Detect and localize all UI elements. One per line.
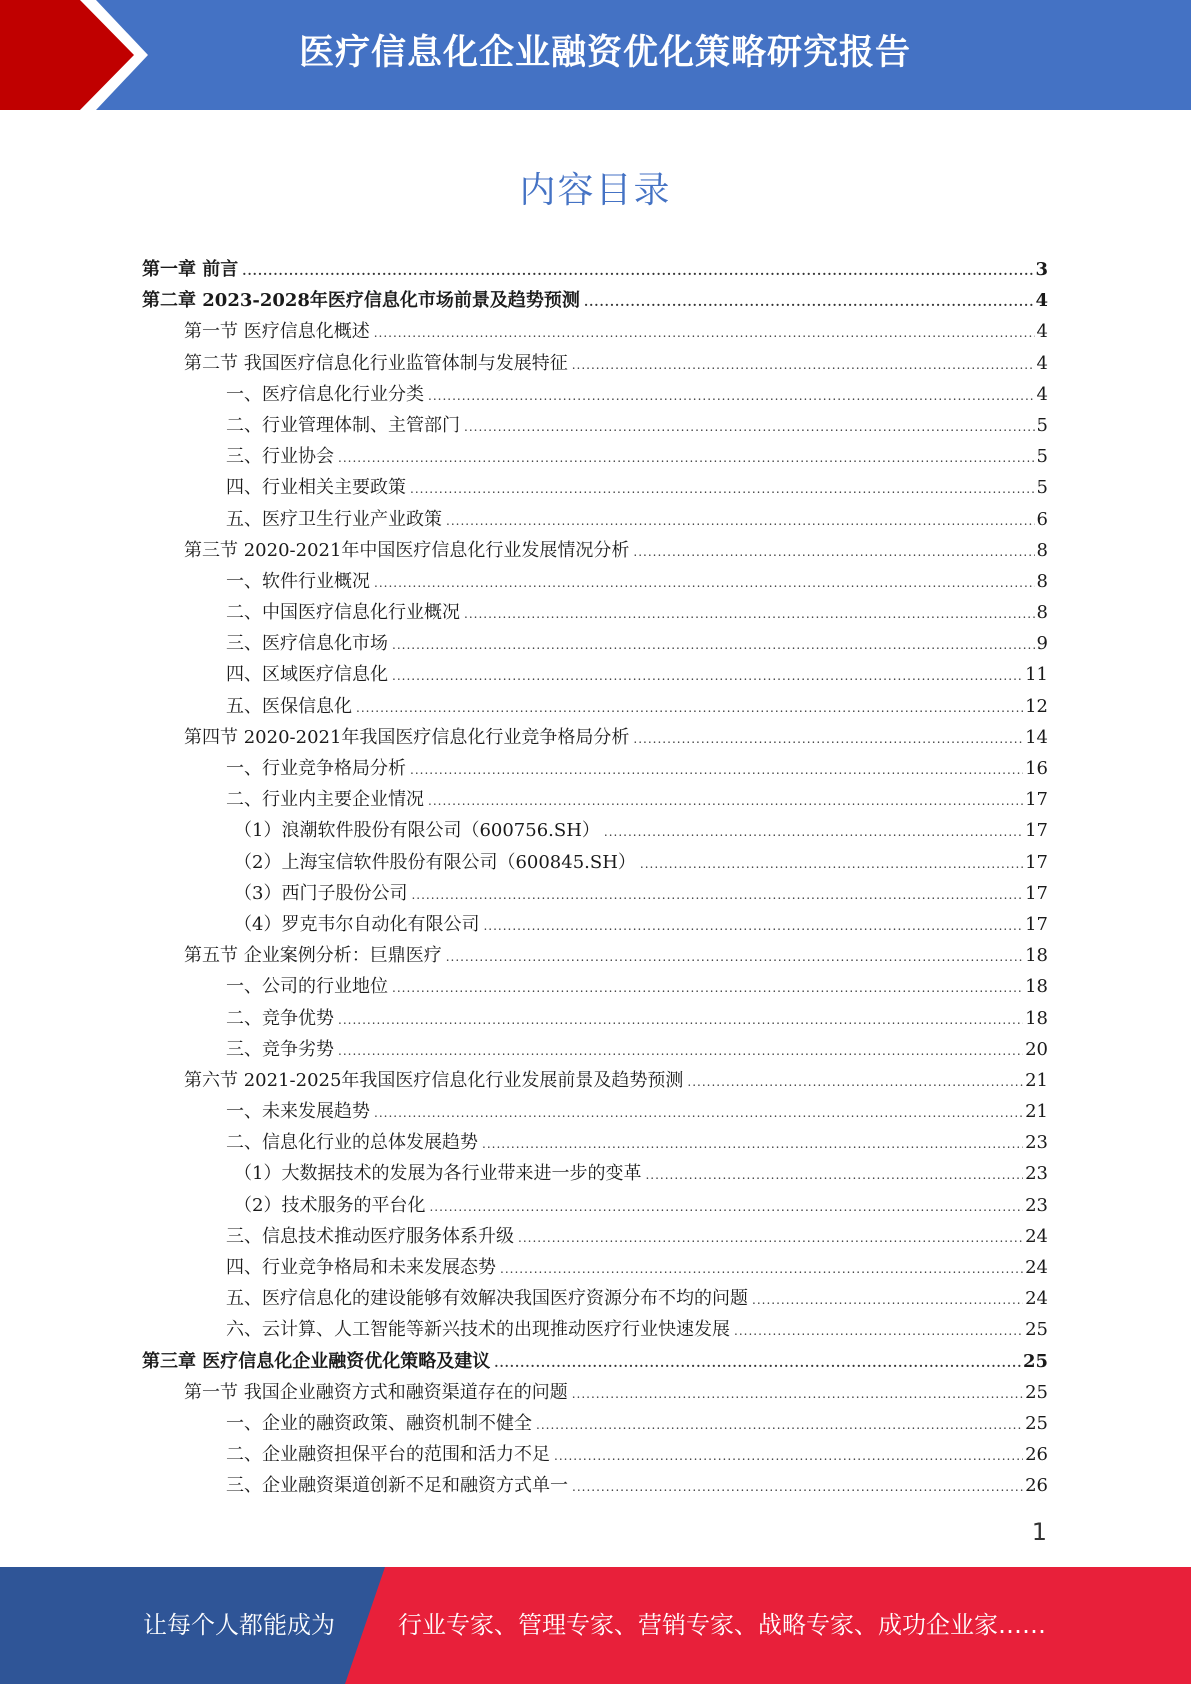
toc-dot-leader xyxy=(584,287,1034,318)
toc-entry-page: 21 xyxy=(1025,1069,1048,1091)
toc-entry-page: 4 xyxy=(1036,321,1048,343)
toc-entry-title: 四、行业相关主要政策 xyxy=(226,477,406,499)
toc-entry-page: 9 xyxy=(1036,633,1048,655)
toc-dot-leader xyxy=(410,474,1035,505)
toc-entry-title: 五、医疗信息化的建设能够有效解决我国医疗资源分布不均的问题 xyxy=(226,1288,748,1310)
toc-entry[interactable] xyxy=(142,691,1048,722)
toc-entry[interactable] xyxy=(142,535,1048,566)
toc-entry-title: 一、公司的行业地位 xyxy=(226,976,388,998)
toc-entry[interactable] xyxy=(142,410,1048,441)
toc-entry[interactable] xyxy=(142,285,1048,316)
toc-entry[interactable] xyxy=(142,1096,1048,1127)
toc-dot-leader xyxy=(338,443,1035,474)
toc-dot-leader xyxy=(428,381,1035,412)
toc-dot-leader xyxy=(242,256,1033,287)
toc-title: 内容目录 xyxy=(519,170,672,211)
toc-entry-title: 一、企业的融资政策、融资机制不健全 xyxy=(226,1412,532,1434)
toc-dot-leader xyxy=(338,1005,1023,1036)
toc-entry-title: 二、企业融资担保平台的范围和活力不足 xyxy=(226,1444,550,1466)
toc-entry[interactable] xyxy=(142,566,1048,597)
toc-dot-leader xyxy=(482,1129,1023,1160)
toc-dot-leader xyxy=(428,786,1023,817)
toc-dot-leader xyxy=(734,1316,1023,1347)
toc-entry-title: 第一章 前言 xyxy=(142,259,239,280)
toc-entry-page: 18 xyxy=(1025,976,1048,998)
toc-entry-page: 8 xyxy=(1036,602,1048,624)
toc-entry-page: 6 xyxy=(1036,508,1048,530)
toc-entry[interactable] xyxy=(142,1346,1048,1377)
toc-dot-leader xyxy=(645,1160,1023,1191)
toc-entry-page: 17 xyxy=(1025,851,1048,873)
toc-entry-page: 14 xyxy=(1025,726,1048,748)
toc-entry-title: （1）大数据技术的发展为各行业带来进一步的变革 xyxy=(234,1163,642,1185)
toc-entry[interactable] xyxy=(142,909,1048,940)
toc-entry-title: 第三章 医疗信息化企业融资优化策略及建议 xyxy=(142,1350,491,1372)
toc-entry-page: 11 xyxy=(1025,664,1048,686)
toc-entry[interactable] xyxy=(142,348,1048,379)
toc-entry[interactable] xyxy=(142,254,1048,285)
toc-entry[interactable] xyxy=(142,784,1048,815)
toc-entry-page: 5 xyxy=(1036,414,1048,436)
report-title: 医疗信息化企业融资优化策略研究报告 xyxy=(298,33,911,73)
toc-entry[interactable] xyxy=(142,1190,1048,1221)
toc-entry-page: 17 xyxy=(1025,789,1048,811)
toc-entry-title: 三、企业融资渠道创新不足和融资方式单一 xyxy=(226,1475,568,1497)
toc-entry-title: （2）技术服务的平台化 xyxy=(234,1194,426,1216)
toc-entry-title: 三、医疗信息化市场 xyxy=(226,633,388,655)
toc-entry-page: 21 xyxy=(1025,1101,1048,1123)
toc-dot-leader xyxy=(411,880,1023,911)
toc-entry-page: 25 xyxy=(1025,1319,1048,1341)
toc-entry[interactable] xyxy=(142,1408,1048,1439)
toc-entry-title: 二、行业内主要企业情况 xyxy=(226,789,424,811)
toc-dot-leader xyxy=(429,1192,1023,1223)
toc-entry-title: 三、竞争劣势 xyxy=(226,1038,334,1060)
toc-entry[interactable] xyxy=(142,753,1048,784)
toc-entry-page: 17 xyxy=(1025,913,1048,935)
toc-entry-page: 23 xyxy=(1025,1194,1048,1216)
toc-dot-leader xyxy=(494,1348,1021,1379)
toc-entry[interactable] xyxy=(142,1283,1048,1314)
toc-entry-page: 4 xyxy=(1035,290,1048,312)
toc-entry-title: 三、行业协会 xyxy=(226,446,334,468)
toc-entry-page: 5 xyxy=(1036,446,1048,468)
toc-dot-leader xyxy=(518,1223,1023,1254)
toc-entry-title: 一、医疗信息化行业分类 xyxy=(226,383,424,405)
toc-dot-leader xyxy=(633,537,1034,568)
toc-dot-leader xyxy=(338,1036,1023,1067)
toc-dot-leader xyxy=(554,1441,1023,1472)
toc-entry-title: 一、软件行业概况 xyxy=(226,570,370,592)
toc-entry-page: 4 xyxy=(1036,383,1048,405)
toc-entry-page: 25 xyxy=(1025,1412,1048,1434)
toc-entry-page: 3 xyxy=(1035,259,1048,280)
toc-entry-title: 四、区域医疗信息化 xyxy=(226,664,388,686)
toc-entry-title: 第三节 2020-2021年中国医疗信息化行业发展情况分析 xyxy=(184,539,630,561)
header-banner xyxy=(0,0,1191,110)
toc-entry[interactable] xyxy=(142,1034,1048,1065)
toc-entry[interactable] xyxy=(142,940,1048,971)
toc-entry-page: 17 xyxy=(1025,882,1048,904)
toc-entry[interactable] xyxy=(142,1470,1048,1501)
toc-dot-leader xyxy=(752,1285,1023,1316)
toc-entry[interactable] xyxy=(142,472,1048,503)
toc-entry[interactable] xyxy=(142,659,1048,690)
toc-entry-page: 16 xyxy=(1025,758,1048,779)
toc-entry[interactable] xyxy=(142,1439,1048,1470)
toc-entry[interactable] xyxy=(142,1065,1048,1096)
toc-entry[interactable] xyxy=(142,379,1048,410)
toc-entry[interactable] xyxy=(142,1158,1048,1189)
toc-entry-title: 四、行业竞争格局和未来发展态势 xyxy=(226,1257,496,1278)
toc-entry-title: 二、竞争优势 xyxy=(226,1007,334,1029)
header-red-arrow xyxy=(0,0,148,110)
toc-entry-title: 三、信息技术推动医疗服务体系升级 xyxy=(226,1225,514,1247)
toc-entry-title: 六、云计算、人工智能等新兴技术的出现推动医疗行业快速发展 xyxy=(226,1319,730,1341)
toc-entry-title: 第五节 企业案例分析：巨鼎医疗 xyxy=(184,945,442,967)
toc-dot-leader xyxy=(464,412,1035,443)
toc-dot-leader xyxy=(392,973,1023,1004)
toc-entry[interactable] xyxy=(142,1314,1048,1345)
toc-entry-page: 26 xyxy=(1025,1475,1048,1497)
toc-entry-page: 18 xyxy=(1025,1007,1048,1029)
footer-slogan-roles: 行业专家、管理专家、营销专家、战略专家、成功企业家…… xyxy=(398,1611,1046,1639)
toc-entry[interactable] xyxy=(142,628,1048,659)
toc-dot-leader xyxy=(572,1379,1023,1410)
toc-entry-title: 二、行业管理体制、主管部门 xyxy=(226,414,460,436)
toc-entry-title: 第四节 2020-2021年我国医疗信息化行业竞争格局分析 xyxy=(184,726,630,748)
toc-dot-leader xyxy=(446,942,1023,973)
toc-entry-title: （2）上海宝信软件股份有限公司（600845.SH） xyxy=(234,851,636,873)
toc-entry-page: 26 xyxy=(1025,1444,1048,1466)
toc-entry-title: 一、行业竞争格局分析 xyxy=(226,758,406,779)
toc-entry[interactable] xyxy=(142,316,1048,347)
toc-entry-title: 第六节 2021-2025年我国医疗信息化行业发展前景及趋势预测 xyxy=(184,1069,684,1091)
toc-entry-page: 20 xyxy=(1025,1038,1048,1060)
toc-entry-title: 二、中国医疗信息化行业概况 xyxy=(226,602,460,624)
toc-entry-title: 五、医疗卫生行业产业政策 xyxy=(226,508,442,530)
toc-dot-leader xyxy=(464,599,1035,630)
toc-dot-leader xyxy=(633,724,1023,755)
toc-entry-title: （3）西门子股份公司 xyxy=(234,882,408,904)
toc-entry-page: 25 xyxy=(1025,1381,1048,1403)
toc-entry-page: 5 xyxy=(1036,477,1048,499)
toc-entry-title: 第一节 医疗信息化概述 xyxy=(184,321,370,343)
toc-entry-title: 二、信息化行业的总体发展趋势 xyxy=(226,1132,478,1154)
toc-dot-leader xyxy=(374,1098,1023,1129)
toc-entry[interactable] xyxy=(142,1221,1048,1252)
footer-banner xyxy=(0,1567,1191,1684)
toc-entry-page: 23 xyxy=(1025,1163,1048,1185)
toc-entry[interactable] xyxy=(142,722,1048,753)
toc-dot-leader xyxy=(572,350,1035,381)
toc-dot-leader xyxy=(640,849,1023,880)
toc-dot-leader xyxy=(536,1410,1023,1441)
toc-entry-page: 12 xyxy=(1025,695,1048,717)
toc-entry-page: 8 xyxy=(1036,539,1048,561)
toc-entry[interactable] xyxy=(142,971,1048,1002)
toc-entry[interactable] xyxy=(142,597,1048,628)
toc-entry[interactable] xyxy=(142,441,1048,472)
toc-dot-leader xyxy=(446,506,1035,537)
toc-entry-page: 23 xyxy=(1025,1132,1048,1154)
toc-dot-leader xyxy=(392,630,1035,661)
toc-dot-leader xyxy=(500,1254,1023,1285)
page-number: 1 xyxy=(1031,1518,1047,1546)
toc-entry-page: 24 xyxy=(1025,1225,1048,1247)
toc-dot-leader xyxy=(572,1472,1023,1503)
toc-dot-leader xyxy=(410,755,1023,786)
toc-entry-page: 18 xyxy=(1025,945,1048,967)
toc-entry-page: 8 xyxy=(1036,570,1048,592)
toc-entry[interactable] xyxy=(142,878,1048,909)
toc-dot-leader xyxy=(374,318,1035,349)
toc-entry[interactable] xyxy=(142,504,1048,535)
toc-dot-leader xyxy=(604,817,1023,848)
toc-entry[interactable] xyxy=(142,1127,1048,1158)
toc-entry-page: 4 xyxy=(1036,352,1048,374)
toc-entry[interactable] xyxy=(142,1252,1048,1283)
toc-entry[interactable] xyxy=(142,1377,1048,1408)
toc-entry-title: 第二节 我国医疗信息化行业监管体制与发展特征 xyxy=(184,352,568,374)
toc-entry[interactable] xyxy=(142,815,1048,846)
toc-dot-leader xyxy=(392,661,1023,692)
toc-entry-page: 17 xyxy=(1025,820,1048,842)
toc-entry-title: 五、医保信息化 xyxy=(226,695,352,717)
toc-entry[interactable] xyxy=(142,1003,1048,1034)
toc-dot-leader xyxy=(356,693,1023,724)
toc-entry-title: 一、未来发展趋势 xyxy=(226,1101,370,1123)
toc-entry-title: （4）罗克韦尔自动化有限公司 xyxy=(234,913,480,935)
toc-entry-title: 第二章 2023-2028年医疗信息化市场前景及趋势预测 xyxy=(142,290,580,312)
toc-entry[interactable] xyxy=(142,847,1048,878)
toc-dot-leader xyxy=(483,911,1023,942)
toc-entry-page: 24 xyxy=(1025,1288,1048,1310)
toc-entry-title: （1）浪潮软件股份有限公司（600756.SH） xyxy=(234,820,600,842)
toc-entry-page: 24 xyxy=(1025,1257,1048,1278)
toc-entry-title: 第一节 我国企业融资方式和融资渠道存在的问题 xyxy=(184,1381,568,1403)
toc-list xyxy=(142,254,1048,1502)
toc-dot-leader xyxy=(687,1067,1023,1098)
toc-dot-leader xyxy=(374,568,1035,599)
toc-entry-page: 25 xyxy=(1022,1350,1048,1372)
footer-slogan-lead: 让每个人都能成为 xyxy=(143,1611,335,1639)
